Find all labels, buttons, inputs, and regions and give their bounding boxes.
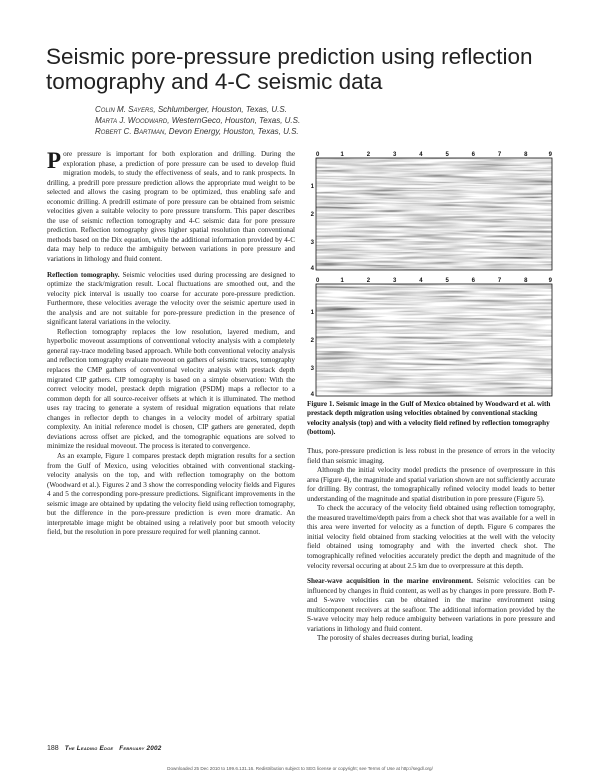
y-tick-label-bottom: 1 <box>310 310 314 316</box>
x-tick-label-top: 0 <box>316 152 320 158</box>
body-paragraph: Thus, pore-pressure prediction is less robust in the presence of errors in the velocity field than seismic imaging. <box>307 447 555 465</box>
y-tick-label-top: 4 <box>310 266 314 272</box>
drop-cap: P <box>47 150 62 173</box>
body-paragraph: To check the accuracy of the velocity field obtained using reflection tomography, the measured traveltime/depth pairs from a check shot that was available for a well in this area were inverted for velocity as a function of depth. Figure 6 compares the initial velocity field obtained from stacking velocities at the well with the velocity field obtained using tomography and with the inverted check shot. The tomographically refined velocities accurately predict the depth and magnitude of the velocity reversal occuring at about 2.5 km due to overpressure at this depth. <box>307 504 555 570</box>
author-line: Robert C. Bartman, Devon Energy, Houston, Texas, U.S. <box>95 127 299 137</box>
author-line: Marta J. Woodward, WesternGeco, Houston, Texas, U.S. <box>95 116 301 126</box>
x-tick-label-bottom: 0 <box>316 278 320 284</box>
x-tick-label-top: 4 <box>419 152 423 158</box>
seismic-image-top <box>316 158 552 270</box>
x-tick-label-top: 7 <box>497 152 502 158</box>
y-tick-label-bottom: 4 <box>310 392 314 398</box>
section-paragraph <box>47 271 295 328</box>
intro-paragraph <box>47 150 295 265</box>
x-tick-label-bottom: 3 <box>392 278 397 284</box>
body-paragraph: The porosity of shales decreases during burial, leading <box>317 634 473 643</box>
download-notice: Downloaded 25 Dec 2010 to 199.6.131.16. Redistribution subject to SEG license or copyright; see Terms of Use at http://segdl.org/ <box>167 766 433 771</box>
paragraph-text: Seismic velocities can be influenced by changes in fluid content, as well as by changes in pore pressure. Both P- and S-wave velocities can be obtained in the marine environment using multicomponent receivers at the seafloor. The additional information provided by the S-wave velocity may help reduce ambiguity between variations in pore pressure and variations in lithology and fluid content. <box>307 577 555 633</box>
y-tick-label-top: 1 <box>310 184 314 190</box>
x-tick-label-top: 6 <box>471 152 476 158</box>
author-name: Robert C. Bartman <box>95 127 165 137</box>
author-block <box>95 104 515 138</box>
x-tick-label-bottom: 6 <box>471 278 476 284</box>
body-paragraph: Reflection tomography replaces the low resolution, layered medium, and hyperbolic moveout assumptions of conventional velocity analysis with a completely general ray-trace modeling based approach. While both conventional velocity analysis and reflection tomography evaluate moveout on gathers of seismic traces, tomography replaces the CMP gathers of conventional velocity analysis with prestack depth migrated CIP gathers. CIP tomography is based on a simple observation: With the correct velocity model, prestack depth migration (PSDM) maps a reflector to a common depth for all source-receiver offsets at which it is illuminated. The method uses ray tracing to generate a system of residual migration equations that relate changes in reflector depth to changes in a velocity model of arbitrary spatial complexity. An initial reference model is chosen, CIP gathers are generated, depth deviations across offset are picked, and the tomographic equations are solved to minimize the residual moveout. The process is iterated to convergence. <box>47 327 295 451</box>
y-tick-label-bottom: 2 <box>310 338 314 344</box>
x-tick-label-bottom: 9 <box>548 278 552 284</box>
figure-1 <box>308 150 558 400</box>
author-affiliation: WesternGeco, Houston, Texas, U.S. <box>171 116 301 126</box>
x-tick-label-top: 1 <box>340 152 344 158</box>
author-line: Colin M. Sayers, Schlumberger, Houston, Texas, U.S. <box>95 105 287 114</box>
author-affiliation: Devon Energy, Houston, Texas, U.S. <box>168 127 299 137</box>
left-column <box>47 150 295 750</box>
right-column <box>307 447 555 752</box>
article-title: Seismic pore-pressure prediction using reflection tomography and 4-C seismic data <box>46 44 533 94</box>
journal-name: The Leading Edge <box>64 745 114 752</box>
x-tick-label-bottom: 1 <box>340 278 344 284</box>
section-heading: Shear-wave acquisition in the marine environment. <box>307 577 473 586</box>
seismic-image-bottom <box>316 284 552 396</box>
page-footer <box>47 745 168 752</box>
x-tick-label-top: 3 <box>392 152 397 158</box>
y-tick-label-top: 3 <box>310 240 314 246</box>
body-paragraph: Although the initial velocity model predicts the presence of overpressure in this area (Figure 4), the magnitude and spatial variation shown are not sufficiently accurate for drilling. By contrast, the tomographically refined velocity model leads to better understanding of the magnitude and spatial distribution in pore pressure (Figure 5). <box>307 466 555 503</box>
seismic-figure <box>308 150 558 400</box>
author-name: Colin M. Sayers <box>95 105 154 114</box>
x-tick-label-top: 9 <box>548 152 552 158</box>
section-paragraph <box>307 577 555 634</box>
x-tick-label-bottom: 7 <box>497 278 502 284</box>
page-number: 188 <box>47 745 59 752</box>
x-tick-label-top: 2 <box>366 152 371 158</box>
x-tick-label-bottom: 5 <box>445 278 449 284</box>
y-tick-label-bottom: 3 <box>310 366 314 372</box>
x-tick-label-top: 8 <box>524 152 528 158</box>
intro-text: ore pressure is important for both exploration and drilling. During the exploration phase, a prediction of pore pressure can be used to develop fluid migration models, to study the effectiveness of seals, and to rank prospects. In drilling, a predrill pore pressure prediction allows the appropriate mud weight to be selected and allows the casing program to be optimized, thus enabling safe and economic drilling. A predrill estimate of pore pressure can be obtained from seismic velocities given a suitable velocity to pore pressure transform. This paper describes the use of seismic reflection tomography and 4-C seismic data for pore pressure prediction. Reflection tomography gives higher spatial resolution than conventional methods based on the Dix equation, while the additional information provided by 4-C data may help to reduce the ambiguity between variations in pore pressure and variations in lithology and fluid content. <box>47 150 295 264</box>
paragraph-text: Seismic velocities used during processing are designed to optimize the stack/migration result. Local fluctuations are smoothed out, and the velocity pick interval is usually too coarse for accurate pore-pressure prediction. Furthermore, these velocities average the velocity over the seismic aperture used in the analysis and are not suitable for pore-pressure prediction in the presence of significant lateral variations in the velocity. <box>47 270 295 327</box>
issue-date: February 2002 <box>119 745 162 752</box>
x-tick-label-bottom: 8 <box>524 278 528 284</box>
x-tick-label-bottom: 4 <box>419 278 423 284</box>
figure-caption: Figure 1. Seismic image in the Gulf of Mexico obtained by Woodward et al. with prestack depth migration using velocities obtained by conventional stacking velocity analysis (top) and with a velocity field refined by reflection tomography (bottom). <box>307 400 551 436</box>
body-paragraph: As an example, Figure 1 compares prestack depth migration results for a section from the Gulf of Mexico, using velocities obtained with conventional stacking-velocity analysis on the top, and with reflection tomography on the bottom (Woodward et al.). Figures 2 and 3 show the corresponding velocity fields and Figures 4 and 5 the corresponding pore-pressure predictions. Significant improvements in the seismic image are obtained by updating the velocity field using reflection tomography, but the difference in the pore-pressure prediction is even more dramatic. An interpretable image might be obtained using a relatively poor but smooth velocity field, but the resolution in pore pressure required for well planning cannot. <box>47 451 295 537</box>
x-tick-label-bottom: 2 <box>366 278 371 284</box>
section-heading: Reflection tomography. <box>47 270 120 279</box>
author-name: Marta J. Woodward <box>95 116 168 126</box>
author-affiliation: Schlumberger, Houston, Texas, U.S. <box>157 105 287 114</box>
y-tick-label-top: 2 <box>310 212 314 218</box>
x-tick-label-top: 5 <box>445 152 449 158</box>
